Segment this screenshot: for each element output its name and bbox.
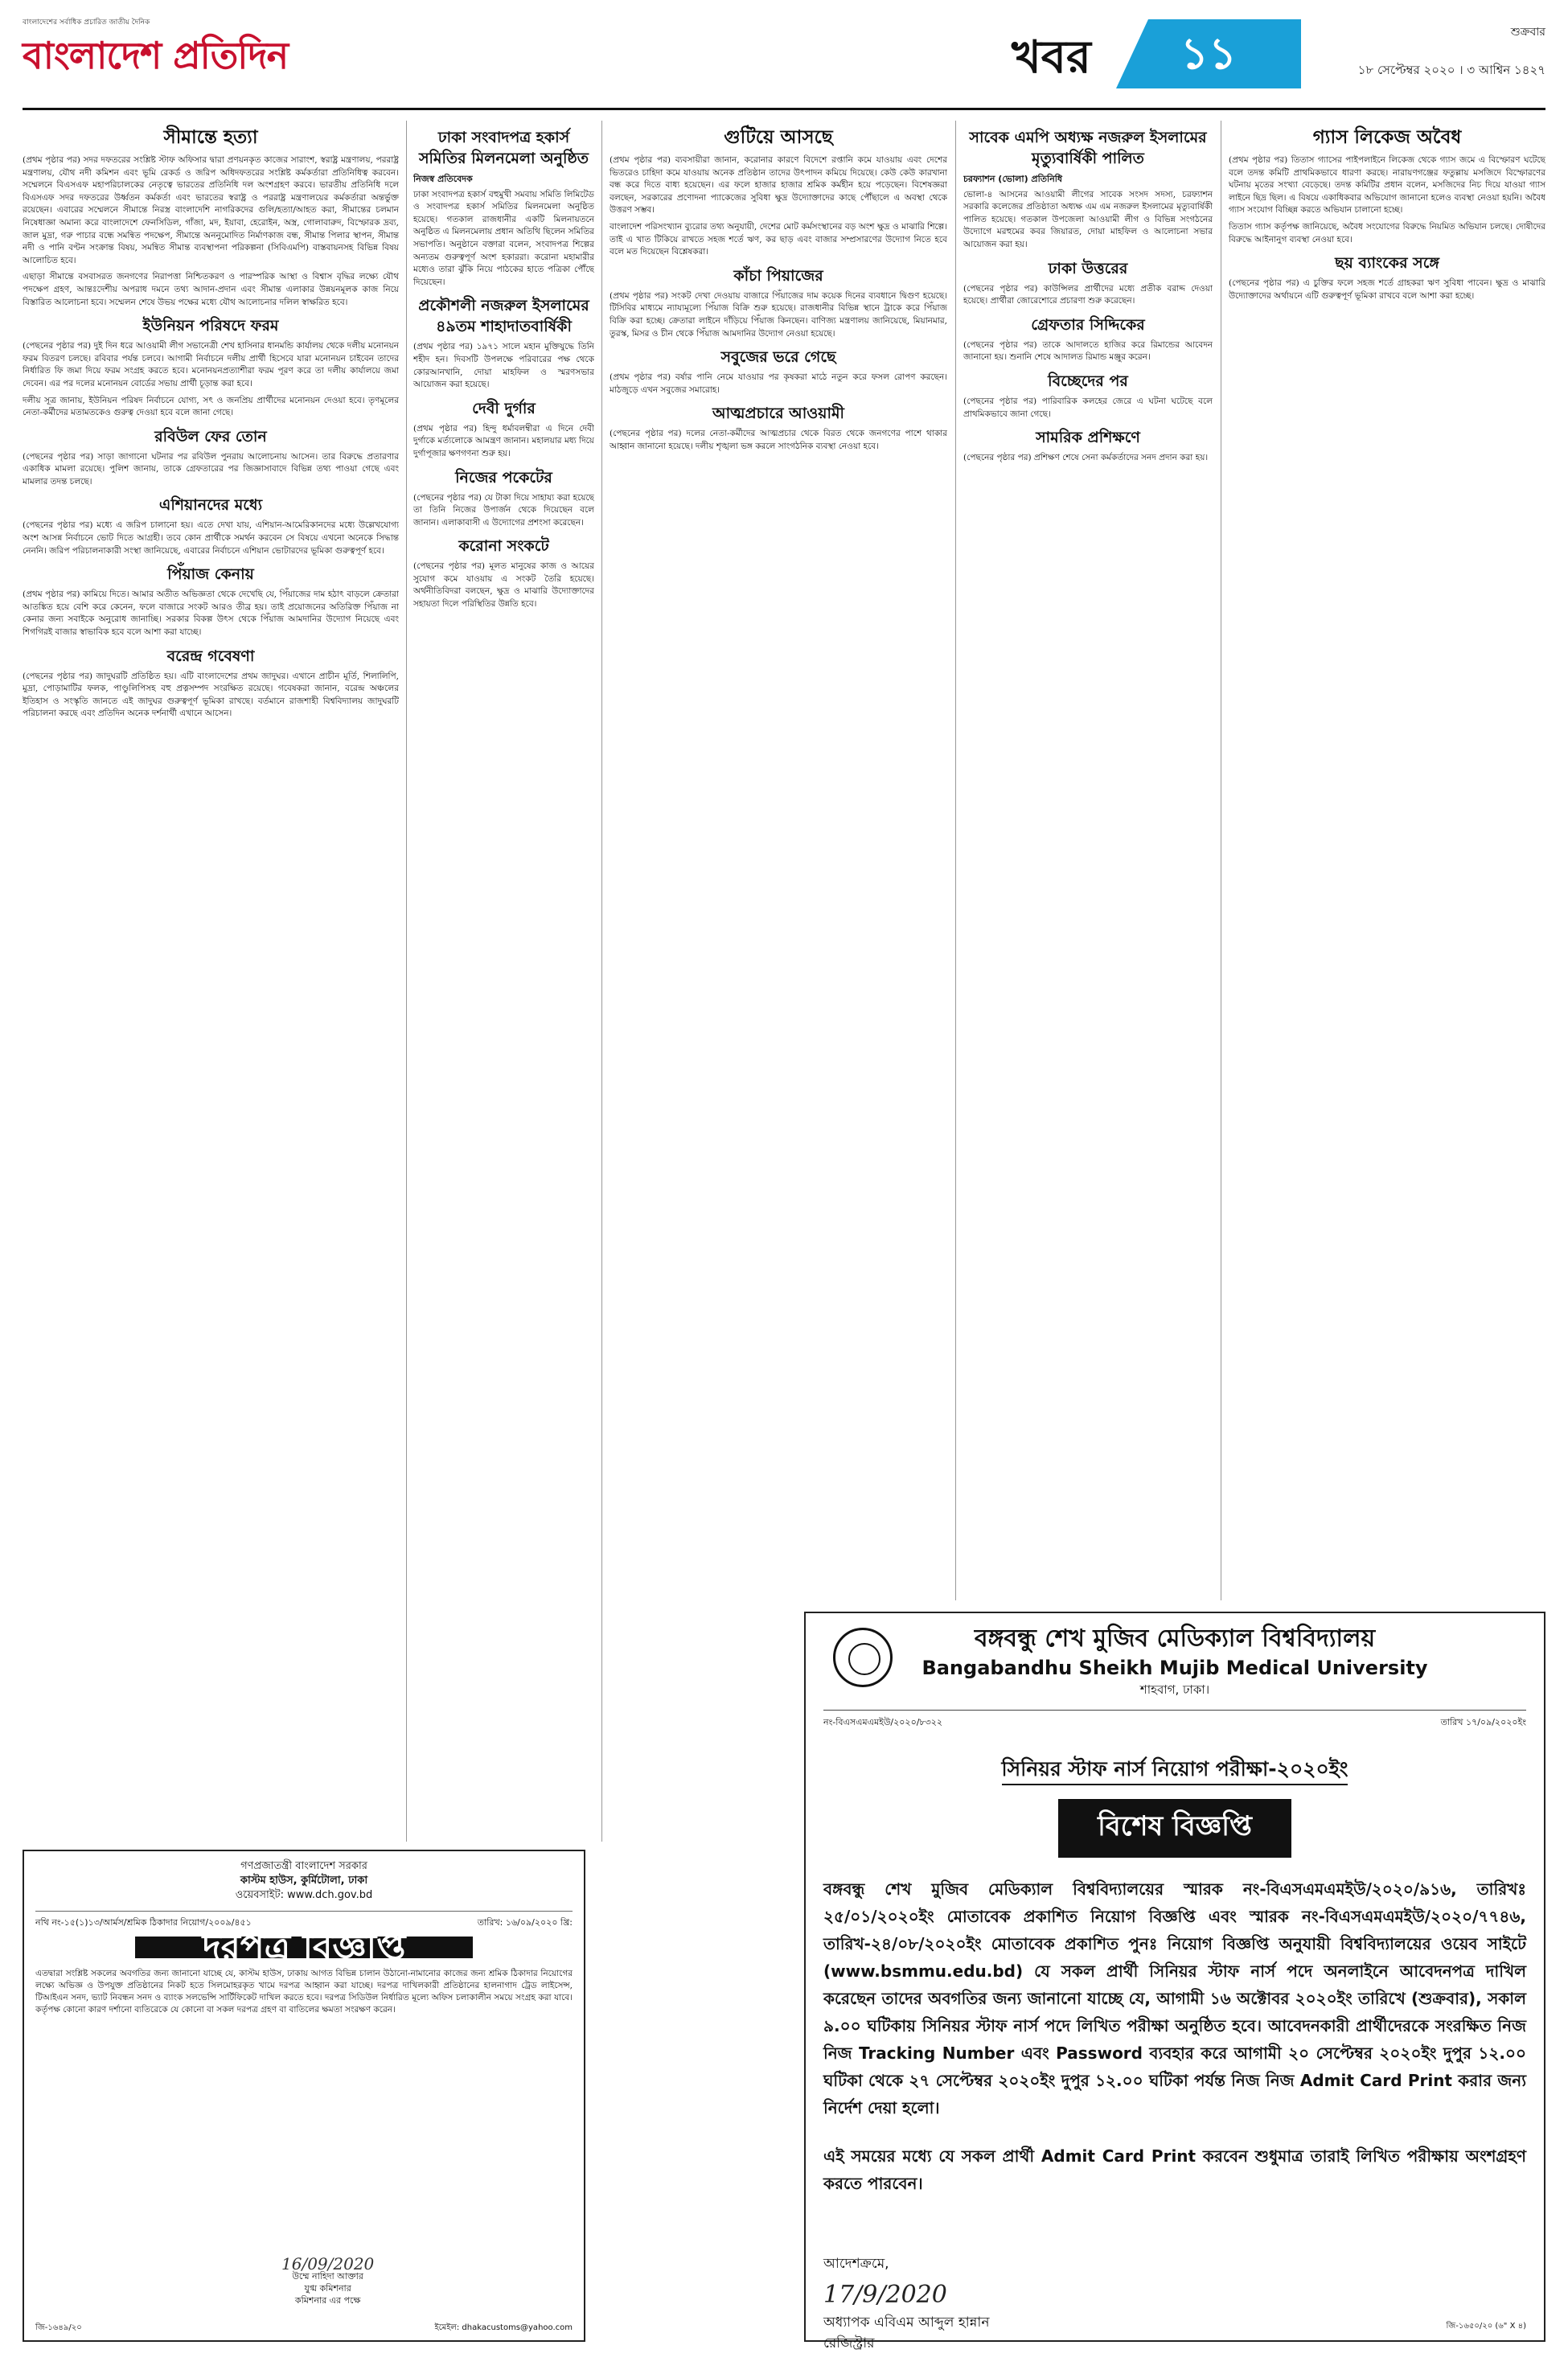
tender-meta [35, 1911, 573, 1928]
tender-code: জি-১৬৪৯/২০ [35, 2323, 82, 2332]
tender-date: তারিখ: ১৬/০৯/২০২০ খ্রি: [477, 1917, 573, 1928]
section-title: খবর [1012, 31, 1091, 84]
headline-former-mp[interactable]: সাবেক এমপি অধ্যক্ষ নজরুল ইসলামের মৃত্যুবার্ষিকী পালিত [969, 129, 1207, 167]
article-text: ঢাকা সংবাদপত্র হকার্স বহুমুখী সমবায় সমিতি লিমিটেড ও সংবাদপত্র হকার্স সমিতির মিলনমেলা অনুষ্ঠিত হয়েছে। গতকাল রাজধানীর একটি মিলনায়তনে অনুষ্ঠিত এ মিলনমেলায় প্রধান অতিথি ছিলেন সমিতির সভাপতি। অনুষ্ঠানে বক্তারা বলেন, সংবাদপত্র শিল্পের অন্যতম গুরুত্বপূর্ণ অংশ হকাররা। করোনা মহামারীর মধ্যেও তারা ঝুঁকি নিয়ে পাঠকের হাতে পত্রিকা পৌঁছে দিয়েছেন। [413, 189, 594, 287]
article-text: (পেছনের পৃষ্ঠার পর) দুই দিন ধরে আওয়ামী লীগ সভানেত্রী শেখ হাসিনার ধানমন্ডি কার্যালয় থেকে দলীয় মনোনয়ন ফরম বিতরণ চলছে। রবিবার পর্যন্ত চলবে। আগামী নির্বাচনে দলীয় প্রার্থী হিসেবে যারা মনোনয়ন চাইবেন তাদের নির্ধারিত ফি জমা দিয়ে ফরম সংগ্রহ করতে হবে। মনোনয়নপ্রত্যাশীরা ফরম পূরণ করে তা দলীয় কার্যালয়ে জমা দেবেন। এর পর দলের মনোনয়ন বোর্ডের সভায় প্রার্থী চূড়ান্ত করা হবে। [23, 341, 399, 388]
logo-wordmark: বাংলাদেশ প্রতিদিন [23, 34, 289, 77]
university-name-en: Bangabandhu Sheikh Mujib Medical University [922, 1657, 1428, 1679]
headline-raw-onion[interactable]: কাঁচা পিয়াজের [733, 266, 823, 285]
article-text: (প্রথম পৃষ্ঠার পর) তিতাস গ্যাসের পাইপলাইনে লিকেজ থেকে গ্যাস জমে এ বিস্ফোরণ ঘটেছে বলে তদন্ত কমিটি প্রাথমিকভাবে ধারণা করছে। নারায়ণগঞ্জের ফতুল্লায় মসজিদে বিস্ফোরণের ঘটনায় মৃতের সংখ্যা বেড়েছে। তদন্ত কমিটির প্রধান বলেন, মসজিদের নিচ দিয়ে যাওয়া গ্যাস লাইনে ছিদ্র ছিল। এ বিষয়ে একাধিকবার অভিযোগ জানানো হলেও ব্যবস্থা নেওয়া হয়নি। অবৈধ গ্যাস সংযোগ বিচ্ছিন্ন করতে অভিযান চালানো হচ্ছে। [1229, 155, 1545, 216]
masthead-rule [23, 108, 1545, 110]
university-seal-icon [833, 1628, 893, 1687]
column-5 [1229, 121, 1545, 1600]
issue-date: ১৮ সেপ্টেম্বর ২০২০ । ৩ আশ্বিন ১৪২৭ [1357, 63, 1545, 77]
registrar-title: রেজিস্ট্রার [823, 2335, 875, 2351]
headline-onion-buying[interactable]: পিঁয়াজ কেনায় [167, 565, 254, 584]
headline-dhaka-north[interactable]: ঢাকা উত্তরের [1048, 259, 1128, 277]
article-text: (পেছনের পৃষ্ঠার পর) এ চুক্তির ফলে সহজ শর্তে গ্রাহকরা ঋণ সুবিধা পাবেন। ক্ষুদ্র ও মাঝারি উদ্যোক্তাদের অর্থায়নে এটি গুরুত্বপূর্ণ ভূমিকা রাখবে বলে আশা করা হচ্ছে। [1229, 278, 1545, 301]
tender-email[interactable]: ইমেইল: dhakacustoms@yahoo.com [434, 2323, 573, 2332]
bsmmu-date: তারিখ ১৭/০৯/২০২০ইং [1440, 1717, 1526, 1727]
article-text: (পেছনের পৃষ্ঠার পর) প্রশিক্ষণ শেষে সেনা কর্মকর্তাদের সনদ প্রদান করা হয়। [963, 453, 1209, 463]
headline-military-training[interactable]: সামরিক প্রশিক্ষণে [1036, 429, 1140, 447]
tender-website[interactable]: ওয়েবসাইট: www.dch.gov.bd [235, 1889, 373, 1901]
tender-signer-name: উম্মে নাহিদা আক্তার [292, 2271, 363, 2282]
article-text: (পেছনের পৃষ্ঠার পর) সাড়া জাগানো ঘটনার পর রবিউল পুনরায় আলোচনায় আসেন। তার বিরুদ্ধে প্রতারণার একাধিক মামলা রয়েছে। পুলিশ জানায়, তাকে গ্রেফতারের পর জিজ্ঞাসাবাদে বিভিন্ন তথ্য পাওয়া গেছে এবং মামলার তদন্ত চলছে। [23, 451, 399, 487]
article-text: (পেছনের পৃষ্ঠার পর) পারিবারিক কলহের জেরে এ ঘটনা ঘটেছে বলে প্রাথমিকভাবে জানা গেছে। [963, 396, 1213, 419]
column-4 [963, 121, 1213, 1600]
headline-barendra[interactable]: বরেন্দ্র গবেষণা [166, 647, 255, 665]
byline: নিজস্ব প্রতিবেদক [413, 174, 473, 184]
tender-org-line: গণপ্রজাতন্ত্রী বাংলাদেশ সরকার [240, 1860, 367, 1872]
article-text: (পেছনের পৃষ্ঠার পর) তাকে আদালতে হাজির করে রিমান্ডের আবেদন জানানো হয়। শুনানি শেষে আদালত রিমান্ড মঞ্জুর করেন। [963, 339, 1213, 363]
article-text: ভোলা-৪ আসনের আওয়ামী লীগের সাবেক সংসদ সদস্য, চরফ্যাশন সরকারি কলেজের প্রতিষ্ঠাতা অধ্যক্ষ এম এম নজরুল ইসলামের মৃত্যুবার্ষিকী পালিত হয়েছে। গতকাল উপজেলা আওয়ামী লীগ ও বিভিন্ন সংগঠনের উদ্যোগে মরহুমের কবর জিয়ারত, দোয়া মাহফিল ও আলোচনা সভার আয়োজন করা হয়। [963, 189, 1213, 249]
tender-banner: দরপত্র বিজ্ঞপ্তি [135, 1937, 473, 1958]
headline-engineer-nazrul[interactable]: প্রকৌশলী নজরুল ইসলামের ৪৯তম শাহাদাতবার্ষিকী [418, 297, 589, 336]
exam-title-text: সিনিয়র স্টাফ নার্স নিয়োগ পরীক্ষা-২০২০ইং [1002, 1757, 1348, 1785]
article-text: এছাড়া সীমান্তে বসবাসরত জনগণের নিরাপত্তা নিশ্চিতকরণ ও পারস্পরিক আস্থা ও বিশ্বাস বৃদ্ধির লক্ষ্যে যৌথ পদক্ষেপ গ্রহণ, আন্তঃদেশীয় অপরাধ দমনে তথ্য আদান-প্রদান এবং সীমান্ত এলাকার উন্নয়নমূলক কাজ নিয়ে বিস্তারিত আলোচনা হবে। সম্মেলন শেষে উভয় পক্ষের মধ্যে যৌথ আলোচনার দলিল স্বাক্ষরিত হবে। [23, 272, 399, 307]
special-notice-banner: বিশেষ বিজ্ঞপ্তি [1058, 1799, 1291, 1858]
headline-devi-durga[interactable]: দেবী দুর্গার [472, 399, 536, 417]
headline-shrinking[interactable]: গুটিয়ে আসছে [724, 127, 833, 148]
article-text: দলীয় সূত্র জানায়, ইউনিয়ন পরিষদ নির্বাচনে যোগ্য, সৎ ও জনপ্রিয় প্রার্থীদের মনোনয়ন দেওয়া হবে। তৃণমূলের নেতা-কর্মীদের মতামতকেও গুরুত্ব দেওয়া হবে বলে জানা গেছে। [23, 395, 399, 418]
headline-own-pocket[interactable]: নিজের পকেটের [455, 468, 552, 487]
article-text: (প্রথম পৃষ্ঠার পর) সংকট দেখা দেওয়ায় বাজারে পিঁয়াজের দাম কয়েক দিনের ব্যবধানে দ্বিগুণ হয়েছে। টিসিবির মাধ্যমে ন্যায্যমূল্যে পিঁয়াজ বিক্রি শুরু হয়েছে। রাজধানীর বিভিন্ন স্থানে ট্রাকে করে পিঁয়াজ বিক্রি করা হচ্ছে। ক্রেতারা লাইনে দাঁড়িয়ে পিঁয়াজ কিনছেন। বাণিজ্য মন্ত্রণালয় জানিয়েছে, মিয়ানমার, তুরস্ক, মিসর ও চীন থেকে পিঁয়াজ আমদানির উদ্যোগ নেওয়া হয়েছে। [610, 290, 947, 339]
page-number-badge [1116, 19, 1301, 88]
article-text: (প্রথম পৃষ্ঠার পর) ব্যবসায়ীরা জানান, করোনার কারণে বিদেশে রপ্তানি কমে যাওয়ায় এবং দেশের ভিতরেও চাহিদা কমে যাওয়ায় অনেক প্রতিষ্ঠান তাদের উৎপাদন কমিয়ে দিয়েছে। কেউ কেউ কারখানা বন্ধ করে দিতে বাধ্য হয়েছেন। এর ফলে হাজার হাজার শ্রমিক কর্মহীন হয়ে পড়েছেন। বিশেষজ্ঞরা বলছেন, সরকারের প্রণোদনা প্যাকেজের সুবিধা ক্ষুদ্র উদ্যোক্তাদের কাছে পৌঁছালে এ অবস্থা থেকে উত্তরণ সম্ভব। [610, 155, 947, 216]
article-text: তিতাস গ্যাস কর্তৃপক্ষ জানিয়েছে, অবৈধ সংযোগের বিরুদ্ধে নিয়মিত অভিযান চলছে। দোষীদের বিরুদ্ধে আইনানুগ ব্যবস্থা নেওয়া হবে। [1229, 221, 1545, 244]
headline-after-divorce[interactable]: বিচ্ছেদের পর [1048, 372, 1128, 390]
university-location: শাহবাগ, ঢাকা। [1139, 1682, 1210, 1697]
headline-self-promotion[interactable]: আত্মপ্রচারে আওয়ামী [712, 405, 844, 423]
article-text: (পেছনের পৃষ্ঠার পর) মূলত মানুষের কাজ ও আয়ের সুযোগ কমে যাওয়ায় এ সংকট তৈরি হয়েছে। অর্থনীতিবিদরা বলছেন, ক্ষুদ্র ও মাঝারি উদ্যোক্তাদের সহায়তা দিলে পরিস্থিতির উন্নতি হবে। [413, 561, 594, 610]
bsmmu-code: জি-১৬৫০/২০ (৬" X ৪) [1446, 2322, 1526, 2331]
column-2 [413, 121, 594, 1624]
tender-org-name: কাস্টম হাউস, কুর্মিটোলা, ঢাকা [240, 1875, 368, 1887]
column-divider [406, 121, 407, 1842]
masthead [23, 11, 1545, 108]
article-text: (প্রথম পৃষ্ঠার পর) হিন্দু ধর্মাবলম্বীরা এ দিনে দেবী দুর্গাকে মর্ত্যলোকে আমন্ত্রণ জানান। মহালয়ার মধ্য দিয়ে দুর্গাপূজার ক্ষণগণনা শুরু হয়। [413, 423, 594, 458]
tender-signer [281, 2254, 375, 2306]
tender-body: এতদ্বারা সংশ্লিষ্ট সকলের অবগতির জন্য জানানো যাচ্ছে যে, কাস্টম হাউস, ঢাকায় আগত বিভিন্ন চালান উঠানো-নামানোর কাজের জন্য শ্রমিক ঠিকাদার নিয়োগের লক্ষ্যে অভিজ্ঞ ও উপযুক্ত প্রতিষ্ঠানের নিকট হতে সিলমোহরকৃত খামে দরপত্র আহ্বান করা যাচ্ছে। দরপত্র দাখিলকারী প্রতিষ্ঠানের হালনাগাদ ট্রেড লাইসেন্স, টিআইএন সনদ, ভ্যাট নিবন্ধন সনদ ও ব্যাংক সলভেন্সি সার্টিফিকেট দাখিল করতে হবে। দরপত্র সিডিউল নির্ধারিত মূল্যে অফিস চলাকালীন সময়ে সংগ্রহ করা যাবে। কর্তৃপক্ষ কোনো কারণ দর্শানো ব্যতিরেকে যে কোনো বা সকল দরপত্র গ্রহণ বা বাতিলের ক্ষমতা সংরক্ষণ করেন। [35, 1969, 573, 2015]
byline: চরফ্যাশন (ভোলা) প্রতিনিধি [963, 174, 1063, 184]
university-name-bn: বঙ্গবন্ধু শেখ মুজিব মেডিক্যাল বিশ্ববিদ্যালয় [974, 1624, 1376, 1653]
notice-footnote: এই সময়ের মধ্যে যে সকল প্রার্থী Admit Card Print করবেন শুধুমাত্র তারাই লিখিত পরীক্ষায় অংশগ্রহণ করতে পারবেন। [823, 2146, 1526, 2193]
bsmmu-ref: নং-বিএসএমএমইউ/২০২০/৮৩২২ [823, 1717, 943, 1727]
bsmmu-footer [823, 2320, 1526, 2334]
article-text: (প্রথম পৃষ্ঠার পর) সদর দফতরের সংশ্লিষ্ট স্টাফ অফিসার দ্বারা প্রণয়নকৃত কাজের সারাংশ, স্বরাষ্ট্র মন্ত্রণালয়, পররাষ্ট্র মন্ত্রণালয়, যৌথ নদী কমিশন এবং ভূমি রেকর্ড ও জরিপ অধিদফতরের সংশ্লিষ্ট কর্মকর্তারা প্রতিনিধিত্ব করবেন। সম্মেলনে বিএসএফ মহাপরিচালকের নেতৃত্বে ভারতের প্রতিনিধি দল অংশগ্রহণ করবে। ভারতীয় প্রতিনিধি দলে বিএসএফ সদর দফতরের উর্ধ্বতন কর্মকর্তা এবং ভারতের স্বরাষ্ট্র ও পররাষ্ট্র মন্ত্রণালয়ের কর্মকর্তারা অন্তর্ভুক্ত রয়েছেন। এবারের সম্মেলনে সীমান্তে নিরস্ত্র বাংলাদেশি নাগরিকদের গুলি/হত্যা/আহত করা, সীমান্তের চলমান নিষেধাজ্ঞা অমান্য করে বাংলাদেশে ফেনসিডিল, গাঁজা, মদ, ইয়াবা, হেরোইন, অস্ত্র, গোলাবারুদ, বিস্ফোরক দ্রব্য, জাল মুদ্রা, গরু পাচার বন্ধে সমন্বিত পদক্ষেপ, সীমান্তে অননুমোদিত নির্মাণকাজ বন্ধ, সীমান্ত পিলার স্থাপন, সীমান্ত নদী ও পানি বণ্টন সংক্রান্ত বিষয়, সমন্বিত সীমান্ত ব্যবস্থাপনা পরিকল্পনা (সিবিএমপি) বাস্তবায়নসহ বিভিন্ন বিষয় আলোচিত হবে। [23, 155, 399, 265]
bsmmu-meta [823, 1710, 1526, 1731]
issue-day: শুক্রবার [1510, 26, 1545, 39]
column-1 [23, 121, 399, 1842]
tender-signer-title: যুগ্ম কমিশনার [304, 2283, 351, 2294]
registrar-signature: 17/9/2020 [823, 2281, 947, 2309]
article-text: (পেছনের পৃষ্ঠার পর) জাদুঘরটি প্রতিষ্ঠিত হয়। এটি বাংলাদেশের প্রথম জাদুঘর। এখানে প্রাচীন মূর্তি, শিলালিপি, মুদ্রা, পোড়ামাটির ফলক, পাণ্ডুলিপিসহ বহু প্রত্নসম্পদ সংরক্ষিত রয়েছে। গবেষকরা জানান, বরেন্দ্র অঞ্চলের ইতিহাস ও সংস্কৃতি জানতে এই জাদুঘর গুরুত্বপূর্ণ ভূমিকা রাখছে। বর্তমানে রাজশাহী বিশ্ববিদ্যালয় জাদুঘরটি পরিচালনা করছে এবং প্রতিদিন অনেক দর্শনার্থী এখানে আসেন। [23, 671, 399, 719]
tender-signature: 16/09/2020 [281, 2254, 375, 2273]
tender-signer-dept: কমিশনার এর পক্ষে [294, 2295, 361, 2306]
tender-advertisement [23, 1850, 585, 2342]
article-text: (পেছনের পৃষ্ঠার পর) যে টাকা দিয়ে সাহায্য করা হয়েছে তা তিনি নিজের উপার্জন থেকে দিয়েছেন বলে জানান। এলাকাবাসী এ উদ্যোগের প্রশংসা করেছেন। [413, 492, 594, 528]
registrar-name: অধ্যাপক এবিএম আব্দুল হান্নান [823, 2314, 990, 2331]
headline-corona-crisis[interactable]: করোনা সংকটে [458, 537, 549, 556]
headline-six-banks[interactable]: ছয় ব্যাংকের সঙ্গে [1335, 254, 1439, 273]
date-block [1358, 23, 1545, 81]
headline-asians[interactable]: এশিয়ানদের মধ্যে [158, 496, 263, 515]
article-text: (পেছনের পৃষ্ঠার পর) দলের নেতা-কর্মীদের আত্মপ্রচার থেকে বিরত থেকে জনগণের পাশে থাকার আহ্বান জানানো হয়েছে। দলীয় শৃঙ্খলা ভঙ্গ করলে সাংগঠনিক ব্যবস্থা নেওয়া হবে। [610, 429, 947, 451]
headline-arrested-siddique[interactable]: গ্রেফতার সিদ্দিকের [1031, 315, 1145, 334]
article-text: বাংলাদেশ পরিসংখ্যান ব্যুরোর তথ্য অনুযায়ী, দেশের মোট কর্মসংস্থানের বড় অংশ ক্ষুদ্র ও মাঝারি শিল্পে। তাই এ খাত টিকিয়ে রাখতে সহজ শর্তে ঋণ, কর ছাড় এবং বাজার সম্প্রসারণের উদ্যোগ নিতে হবে বলে মত দিয়েছেন বিশ্লেষকরা। [610, 221, 947, 257]
exam-title [823, 1753, 1526, 1788]
order-line: আদেশক্রমে, [823, 2256, 889, 2272]
article-text: (পেছনের পৃষ্ঠার পর) কাউন্সিলর প্রার্থীদের মধ্যে প্রতীক বরাদ্দ দেওয়া হয়েছে। প্রার্থীরা জোরেশোরে প্রচারণা শুরু করেছেন। [963, 283, 1213, 306]
article-text: (প্রথম পৃষ্ঠার পর) কামিয়ে দিতে। আমার অতীত অভিজ্ঞতা থেকে দেখেছি যে, পিঁয়াজের দাম হঠাৎ বাড়লে ক্রেতারা আতঙ্কিত হয়ে বেশি করে কেনেন, ফলে বাজারে সংকট আরও তীব্র হয়। তাই প্রয়োজনের অতিরিক্ত পিঁয়াজ না কেনার জন্য সবাইকে অনুরোধ জানাচ্ছি। সরকার বিকল্প উৎস থেকে পিঁয়াজ আমদানির উদ্যোগ নিয়েছে এবং শিগগিরই বাজার স্বাভাবিক হবে বলে আশা করা যাচ্ছে। [23, 589, 399, 638]
headline-hawkers[interactable]: ঢাকা সংবাদপত্র হকার্স সমিতির মিলনমেলা অনুষ্ঠিত [418, 129, 589, 167]
logo-tagline: বাংলাদেশের সর্বাধিক প্রচারিত জাতীয় দৈনিক [23, 18, 150, 27]
article-text: (প্রথম পৃষ্ঠার পর) বর্ষার পানি নেমে যাওয়ার পর কৃষকরা মাঠে নতুন করে ফসল রোপণ করছেন। মাঠজুড়ে এখন সবুজের সমারোহ। [610, 372, 947, 395]
tender-ref: নথি নং-১৫(১)১৩/আর্মস/শ্রমিক ঠিকাদার নিয়োগ/২০০৯/৪৫১ [35, 1917, 252, 1928]
notice-body: বঙ্গবন্ধু শেখ মুজিব মেডিক্যাল বিশ্ববিদ্যালয়ের স্মারক নং-বিএসএমএমইউ/২০২০/৯১৬, তারিখঃ ২৫/০১/২০২০ইং মোতাবেক প্রকাশিত নিয়োগ বিজ্ঞপ্তি এবং স্মারক নং-বিএসএমএমইউ/২০২০/৭৭৪৬, তারিখ-২৪/০৮/২০২০ইং মোতাবেক প্রকাশিত পুনঃ নিয়োগ বিজ্ঞপ্তি অনুযায়ী বিশ্ববিদ্যালয়ের ওয়েব সাইটে (www.bsmmu.edu.bd) যে সকল প্রার্থী সিনিয়র স্টাফ নার্স পদে অনলাইনে আবেদনপত্র দাখিল করেছেন তাদের অবগতির জন্য জানানো যাচ্ছে যে, আগামী ১৬ অক্টোবর ২০২০ইং তারিখে (শুক্রবার), সকাল ৯.০০ ঘটিকায় সিনিয়র স্টাফ নার্স পদে লিখিত পরীক্ষা অনুষ্ঠিত হবে। আবেদনকারী প্রার্থীদেরকে সংরক্ষিত নিজ নিজ Tracking Number এবং Password ব্যবহার করে আগামী ২০ সেপ্টেম্বর ২০২০ইং দুপুর ১২.০০ ঘটিকা থেকে ২৭ সেপ্টেম্বর ২০২০ইং দুপুর ১২.০০ ঘটিকা পর্যন্ত নিজ নিজ Admit Card Print করার জন্য নির্দেশ দেয়া হলো। [823, 1879, 1526, 2117]
bsmmu-advertisement [804, 1612, 1545, 2351]
column-divider [601, 121, 602, 1842]
article-text: (পেছনের পৃষ্ঠার পর) মধ্যে এ জরিপ চালানো হয়। এতে দেখা যায়, এশিয়ান-আমেরিকানদের মধ্যে উল্লেখযোগ্য অংশ আসন্ন নির্বাচনে ভোট দিতে আগ্রহী। তবে কোন প্রার্থীকে সমর্থন করবেন সে বিষয়ে এখনো অনেকে সিদ্ধান্ত নেননি। জরিপ পরিচালনাকারী সংস্থা জানিয়েছে, এবারের নির্বাচনে এশিয়ান ভোটারদের ভূমিকা গুরুত্বপূর্ণ হবে। [23, 520, 399, 556]
page-number: ১১ [1180, 28, 1238, 79]
headline-gas-leak[interactable]: গ্যাস লিকেজ অবৈধ [1312, 127, 1462, 148]
headline-greenery[interactable]: সবুজের ভরে গেছে [720, 348, 836, 367]
tender-footer [35, 2322, 573, 2334]
column-divider [955, 121, 956, 1600]
article-text: (প্রথম পৃষ্ঠার পর) ১৯৭১ সালে মহান মুক্তিযুদ্ধে তিনি শহীদ হন। দিবসটি উপলক্ষে পরিবারের পক্ষ থেকে কোরআনখানি, দোয়া মাহফিল ও স্মরণসভার আয়োজন করা হয়েছে। [413, 342, 594, 390]
headline-border-killing[interactable]: সীমান্তে হত্যা [163, 127, 258, 148]
headline-union-parishad[interactable]: ইউনিয়ন পরিষদে ফরম [142, 317, 279, 335]
headline-robiul[interactable]: রবিউল ফের তোন [154, 427, 267, 446]
newspaper-logo[interactable] [23, 16, 289, 97]
